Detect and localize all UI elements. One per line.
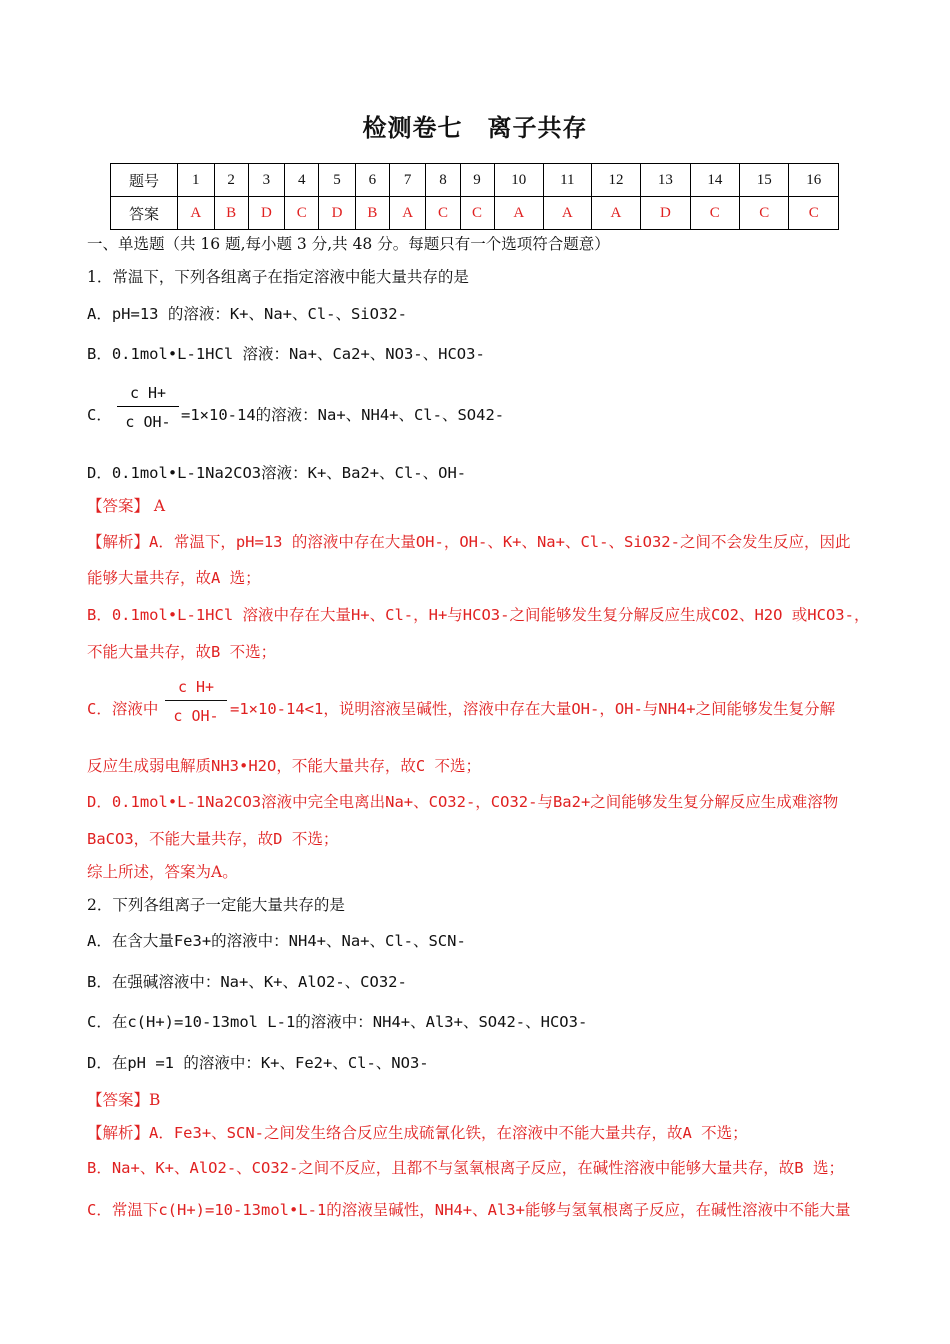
question-number: 5 xyxy=(319,164,356,197)
answer-cell: B xyxy=(214,197,248,230)
answer-table-answer-row xyxy=(111,197,839,230)
q2-option-c: C．在c(H+)=10-13mol L-1的溶液中：NH4+、Al3+、SO42-、HCO3- xyxy=(87,1013,588,1031)
fraction-numerator: c H+ xyxy=(117,384,179,407)
page-title: 检测卷七 离子共存 xyxy=(362,113,588,142)
answer-cell: D xyxy=(641,197,690,230)
q1-option-a: A．pH=13 的溶液：K+、Na+、Cl-、SiO32- xyxy=(87,305,407,323)
q1-explanation-d-line2: BaCO3，不能大量共存，故D 不选； xyxy=(87,830,339,848)
question-number: 12 xyxy=(591,164,640,197)
answer-cell: B xyxy=(355,197,389,230)
q1-explanation-b-line2: 不能大量共存，故B 不选； xyxy=(87,643,277,661)
answer-cell: C xyxy=(285,197,319,230)
q2-answer: 【答案】B xyxy=(87,1091,161,1109)
q1-option-c-rest: =1×10-14的溶液：Na+、NH4+、Cl-、SO42- xyxy=(181,406,505,424)
section-heading: 一、单选题（共 16 题,每小题 3 分,共 48 分。每题只有一个选项符合题意） xyxy=(87,235,610,253)
answer-cell: A xyxy=(389,197,426,230)
answer-cell: D xyxy=(319,197,356,230)
answer-cell: C xyxy=(690,197,739,230)
q1-option-d: D．0.1mol•L-1Na2CO3溶液：K+、Ba2+、Cl-、OH- xyxy=(87,464,467,482)
question-number: 7 xyxy=(389,164,426,197)
q2-explanation-a: 【解析】A．Fe3+、SCN-之间发生络合反应生成硫氰化铁，在溶液中不能大量共存，故A 不选； xyxy=(87,1124,748,1142)
question-number: 15 xyxy=(740,164,789,197)
q1-explanation-b-line1: B．0.1mol•L-1HCl 溶液中存在大量H+、Cl-，H+与HCO3-之间能够发生复分解反应生成CO2、H2O 或HCO3-， xyxy=(87,606,870,624)
answer-cell: C xyxy=(789,197,839,230)
question-number: 11 xyxy=(543,164,591,197)
q1-option-c-prefix: C． xyxy=(87,406,112,424)
q2-option-d: D．在pH =1 的溶液中：K+、Fe2+、Cl-、NO3- xyxy=(87,1054,429,1072)
question-number: 4 xyxy=(285,164,319,197)
q2-option-b: B．在强碱溶液中：Na+、K+、AlO2-、CO32- xyxy=(87,973,407,991)
q1-explanation-a-line1: 【解析】A．常温下，pH=13 的溶液中存在大量OH-，OH-、K+、Na+、Cl-、SiO32-之间不会发生反应，因此 xyxy=(87,533,851,551)
q1-explanation-d-line1: D．0.1mol•L-1Na2CO3溶液中完全电离出Na+、CO32-，CO32-与Ba2+之间能够发生复分解反应生成难溶物 xyxy=(87,793,839,811)
q1-stem: 1．常温下，下列各组离子在指定溶液中能大量共存的是 xyxy=(87,268,469,286)
q1-option-b: B．0.1mol•L-1HCl 溶液：Na+、Ca2+、NO3-、HCO3- xyxy=(87,345,485,363)
question-number: 16 xyxy=(789,164,839,197)
answer-table xyxy=(110,163,839,230)
q2-explanation-c: C．常温下c(H+)=10-13mol•L-1的溶液呈碱性，NH4+、Al3+能够与氢氧根离子反应，在碱性溶液中不能大量 xyxy=(87,1201,851,1219)
q1-explanation-c-fraction xyxy=(165,678,227,725)
fraction-denominator: c OH- xyxy=(125,413,171,431)
q1-explanation-a-line2: 能够大量共存，故A 选； xyxy=(87,569,261,587)
number-row-label: 题号 xyxy=(111,164,178,197)
q1-explanation-c-prefix: C．溶液中 xyxy=(87,700,159,718)
question-number: 9 xyxy=(460,164,494,197)
fraction-numerator: c H+ xyxy=(165,678,227,701)
answer-table-number-row xyxy=(111,164,839,197)
answer-cell: C xyxy=(426,197,460,230)
q1-answer: 【答案】 A xyxy=(87,497,166,515)
q1-option-c-fraction xyxy=(117,384,179,431)
answer-row-label: 答案 xyxy=(111,197,178,230)
fraction-denominator: c OH- xyxy=(173,707,219,725)
q1-explanation-c-rest: =1×10-14<1，说明溶液呈碱性，溶液中存在大量OH-，OH-与NH4+之间能够发生复分解 xyxy=(230,700,836,718)
answer-cell: D xyxy=(248,197,285,230)
answer-cell: C xyxy=(740,197,789,230)
q2-stem: 2．下列各组离子一定能大量共存的是 xyxy=(87,896,345,914)
answer-cell: C xyxy=(460,197,494,230)
question-number: 14 xyxy=(690,164,739,197)
answer-cell: A xyxy=(494,197,543,230)
question-number: 6 xyxy=(355,164,389,197)
answer-cell: A xyxy=(543,197,591,230)
question-number: 2 xyxy=(214,164,248,197)
question-number: 1 xyxy=(178,164,215,197)
answer-cell: A xyxy=(178,197,215,230)
q2-explanation-b: B．Na+、K+、AlO2-、CO32-之间不反应，且都不与氢氧根离子反应，在碱性溶液中能够大量共存，故B 选； xyxy=(87,1159,844,1177)
question-number: 10 xyxy=(494,164,543,197)
question-number: 13 xyxy=(641,164,690,197)
question-number: 8 xyxy=(426,164,460,197)
q2-option-a: A．在含大量Fe3+的溶液中：NH4+、Na+、Cl-、SCN- xyxy=(87,932,466,950)
question-number: 3 xyxy=(248,164,285,197)
q1-explanation-c-line2: 反应生成弱电解质NH3•H2O，不能大量共存，故C 不选； xyxy=(87,757,481,775)
q1-summary: 综上所述，答案为A。 xyxy=(87,863,238,881)
answer-cell: A xyxy=(591,197,640,230)
